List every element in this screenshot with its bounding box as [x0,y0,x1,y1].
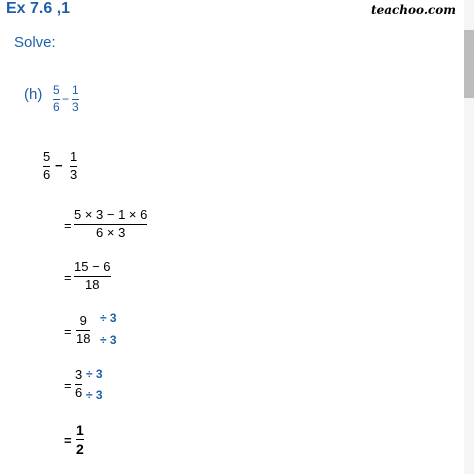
step4-divide-top: ÷ 3 [86,367,103,381]
step1-numerator: 5 × 3 − 1 × 6 [74,207,148,222]
question-label: (h) [24,86,43,103]
step0-fraction-1 [43,150,50,183]
step2-numerator: 15 − 6 [74,259,111,274]
step3-divide-bottom: ÷ 3 [100,333,117,347]
step4-denominator: 6 [75,384,83,400]
step5-denominator: 2 [76,441,84,458]
step0-numerator-2: 1 [70,149,78,164]
step2-denominator: 18 [85,276,100,292]
question-operator: − [62,92,70,106]
step4-divide-bottom: ÷ 3 [86,388,103,402]
question-fraction-2 [72,84,79,115]
step4-numerator: 3 [75,367,83,382]
question-numerator-1: 5 [53,83,60,97]
brand-logo: teachoo.com [371,3,456,17]
question-denominator-1: 6 [53,99,60,114]
solve-label: Solve: [14,34,56,51]
step5-equals: = [64,433,72,448]
step3-divide-top: ÷ 3 [100,311,117,325]
fraction-bar [76,439,84,440]
step1-denominator: 6 × 3 [96,224,126,240]
step3-numerator: 9 [79,313,87,328]
step4-fraction [75,368,82,401]
scrollbar-thumb[interactable] [464,30,474,98]
step1-fraction [74,208,147,241]
step3-equals: = [64,324,72,339]
step4-equals: = [64,378,72,393]
exercise-title: Ex 7.6 ,1 [6,0,71,17]
step2-equals: = [64,270,72,285]
question-fraction-1 [53,84,60,115]
question-numerator-2: 1 [72,83,79,97]
step2-fraction [74,260,111,293]
step5-fraction [76,422,84,457]
step3-fraction [76,314,90,347]
question-denominator-2: 3 [72,99,79,114]
step0-operator: − [55,158,63,173]
step5-numerator: 1 [76,422,84,438]
step3-denominator: 18 [76,330,91,346]
step1-equals: = [64,218,72,233]
step0-denominator-2: 3 [70,166,78,182]
step0-numerator-1: 5 [43,149,51,164]
step0-fraction-2 [70,150,77,183]
step0-denominator-1: 6 [43,166,51,182]
